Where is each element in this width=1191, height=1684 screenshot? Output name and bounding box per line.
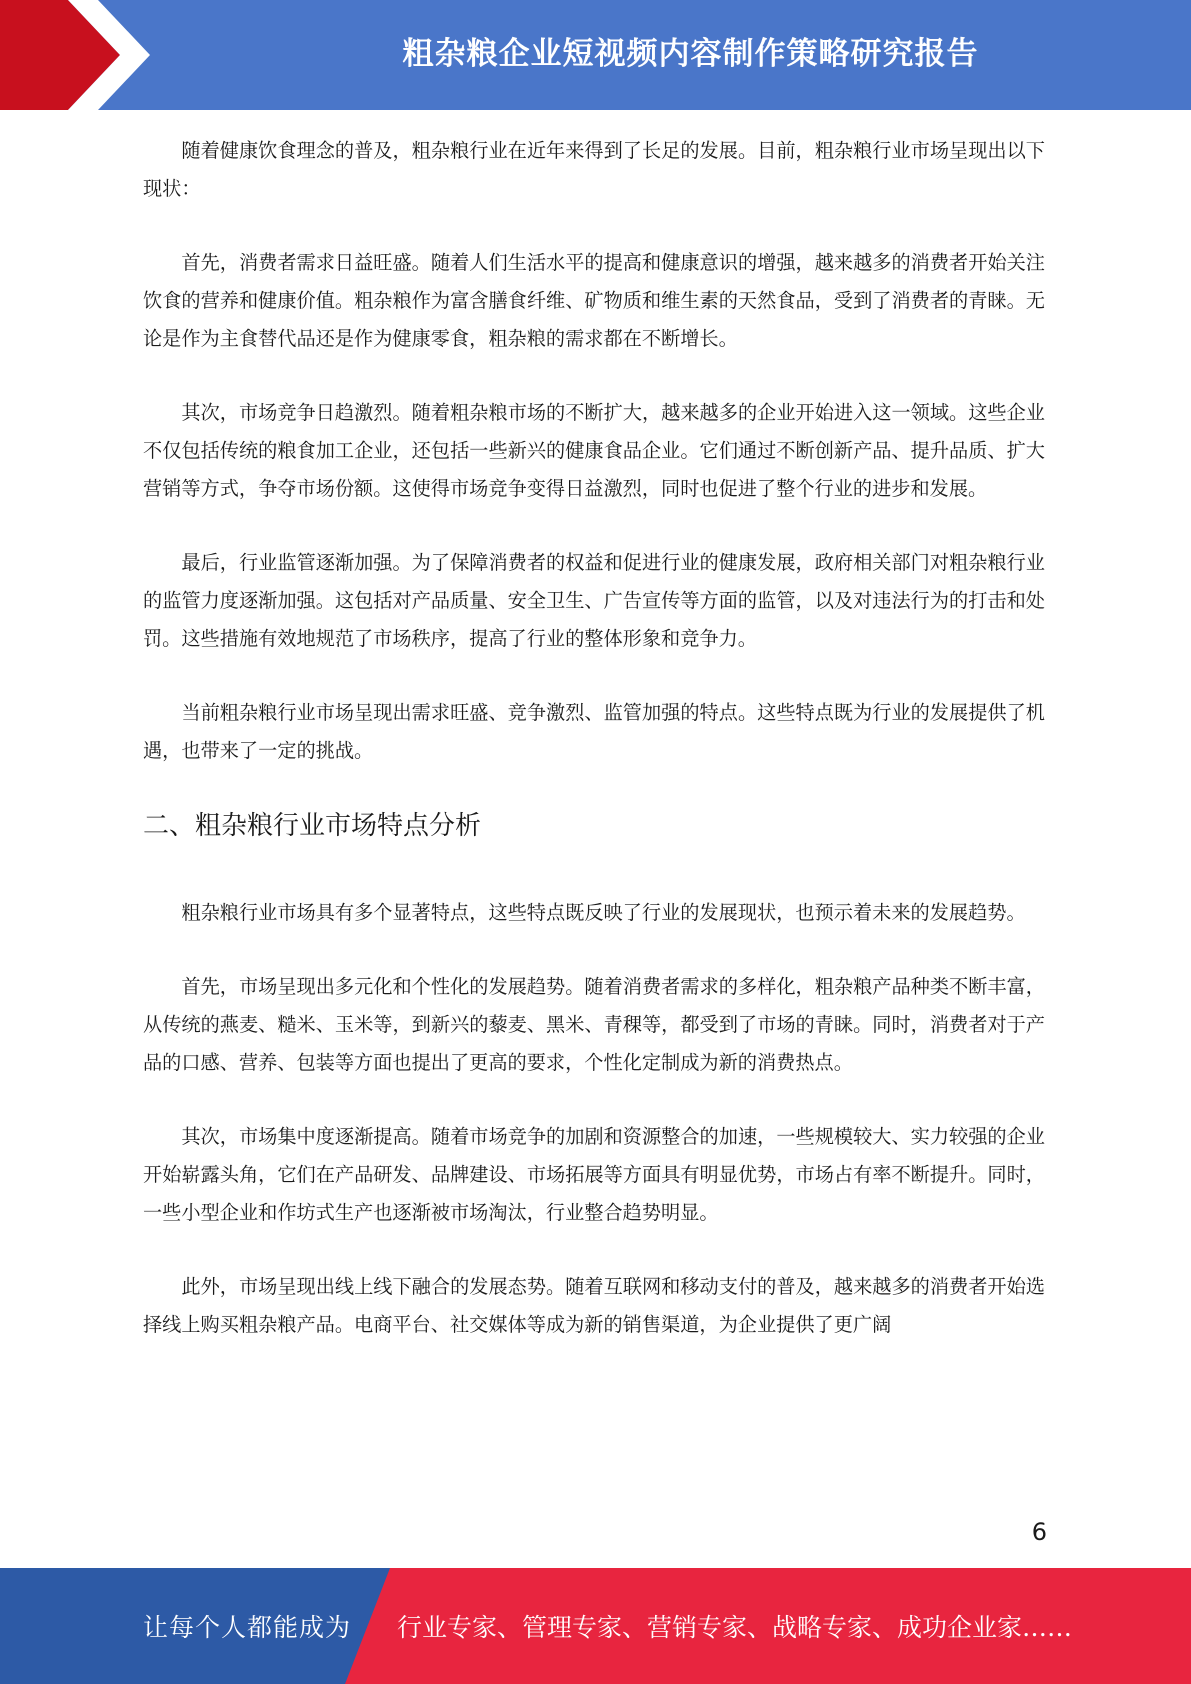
header-chevron-icon xyxy=(0,0,160,110)
report-title: 粗杂粮企业短视频内容制作策略研究报告 xyxy=(402,35,979,72)
paragraph: 最后，行业监管逐渐加强。为了保障消费者的权益和促进行业的健康发展，政府相关部门对粗杂粮行业的监管力度逐渐加强。这包括对产品质量、安全卫生、广告宣传等方面的监管，以及对违法行为的打击和处罚。这些措施有效地规范了市场秩序，提高了行业的整体形象和竞争力。 xyxy=(143,551,1045,650)
section-heading: 二、粗杂粮行业市场特点分析 xyxy=(143,811,482,841)
page-footer xyxy=(0,1568,1191,1684)
document-body xyxy=(143,132,1045,1380)
footer-slogan-right: 行业专家、管理专家、营销专家、战略专家、成功企业家…… xyxy=(397,1613,1073,1642)
paragraph: 首先，消费者需求日益旺盛。随着人们生活水平的提高和健康意识的增强，越来越多的消费者开始关注饮食的营养和健康价值。粗杂粮作为富含膳食纤维、矿物质和维生素的天然食品，受到了消费者的青睐。无论是作为主食替代品还是作为健康零食，粗杂粮的需求都在不断增长。 xyxy=(143,251,1045,350)
paragraph: 此外，市场呈现出线上线下融合的发展态势。随着互联网和移动支付的普及，越来越多的消费者开始选择线上购买粗杂粮产品。电商平台、社交媒体等成为新的销售渠道，为企业提供了更广阔 xyxy=(143,1275,1045,1336)
page-header xyxy=(0,0,1191,110)
paragraph: 当前粗杂粮行业市场呈现出需求旺盛、竞争激烈、监管加强的特点。这些特点既为行业的发展提供了机遇，也带来了一定的挑战。 xyxy=(143,701,1045,762)
paragraph: 首先，市场呈现出多元化和个性化的发展趋势。随着消费者需求的多样化，粗杂粮产品种类不断丰富，从传统的燕麦、糙米、玉米等，到新兴的藜麦、黑米、青稞等，都受到了市场的青睐。同时，消费者对于产品的口感、营养、包装等方面也提出了更高的要求，个性化定制成为新的消费热点。 xyxy=(143,975,1045,1074)
paragraph: 随着健康饮食理念的普及，粗杂粮行业在近年来得到了长足的发展。目前，粗杂粮行业市场呈现出以下现状： xyxy=(143,139,1045,200)
footer-slogan-left: 让每个人都能成为 xyxy=(143,1613,352,1642)
paragraph: 其次，市场集中度逐渐提高。随着市场竞争的加剧和资源整合的加速，一些规模较大、实力较强的企业开始崭露头角，它们在产品研发、品牌建设、市场拓展等方面具有明显优势，市场占有率不断提升。同时，一些小型企业和作坊式生产也逐渐被市场淘汰，行业整合趋势明显。 xyxy=(143,1125,1045,1224)
page-number: 6 xyxy=(1031,1518,1047,1546)
paragraph: 粗杂粮行业市场具有多个显著特点，这些特点既反映了行业的发展现状，也预示着未来的发展趋势。 xyxy=(181,901,1026,924)
paragraph: 其次，市场竞争日趋激烈。随着粗杂粮市场的不断扩大，越来越多的企业开始进入这一领域。这些企业不仅包括传统的粮食加工企业，还包括一些新兴的健康食品企业。它们通过不断创新产品、提升品质、扩大营销等方式，争夺市场份额。这使得市场竞争变得日益激烈，同时也促进了整个行业的进步和发展。 xyxy=(143,401,1045,500)
